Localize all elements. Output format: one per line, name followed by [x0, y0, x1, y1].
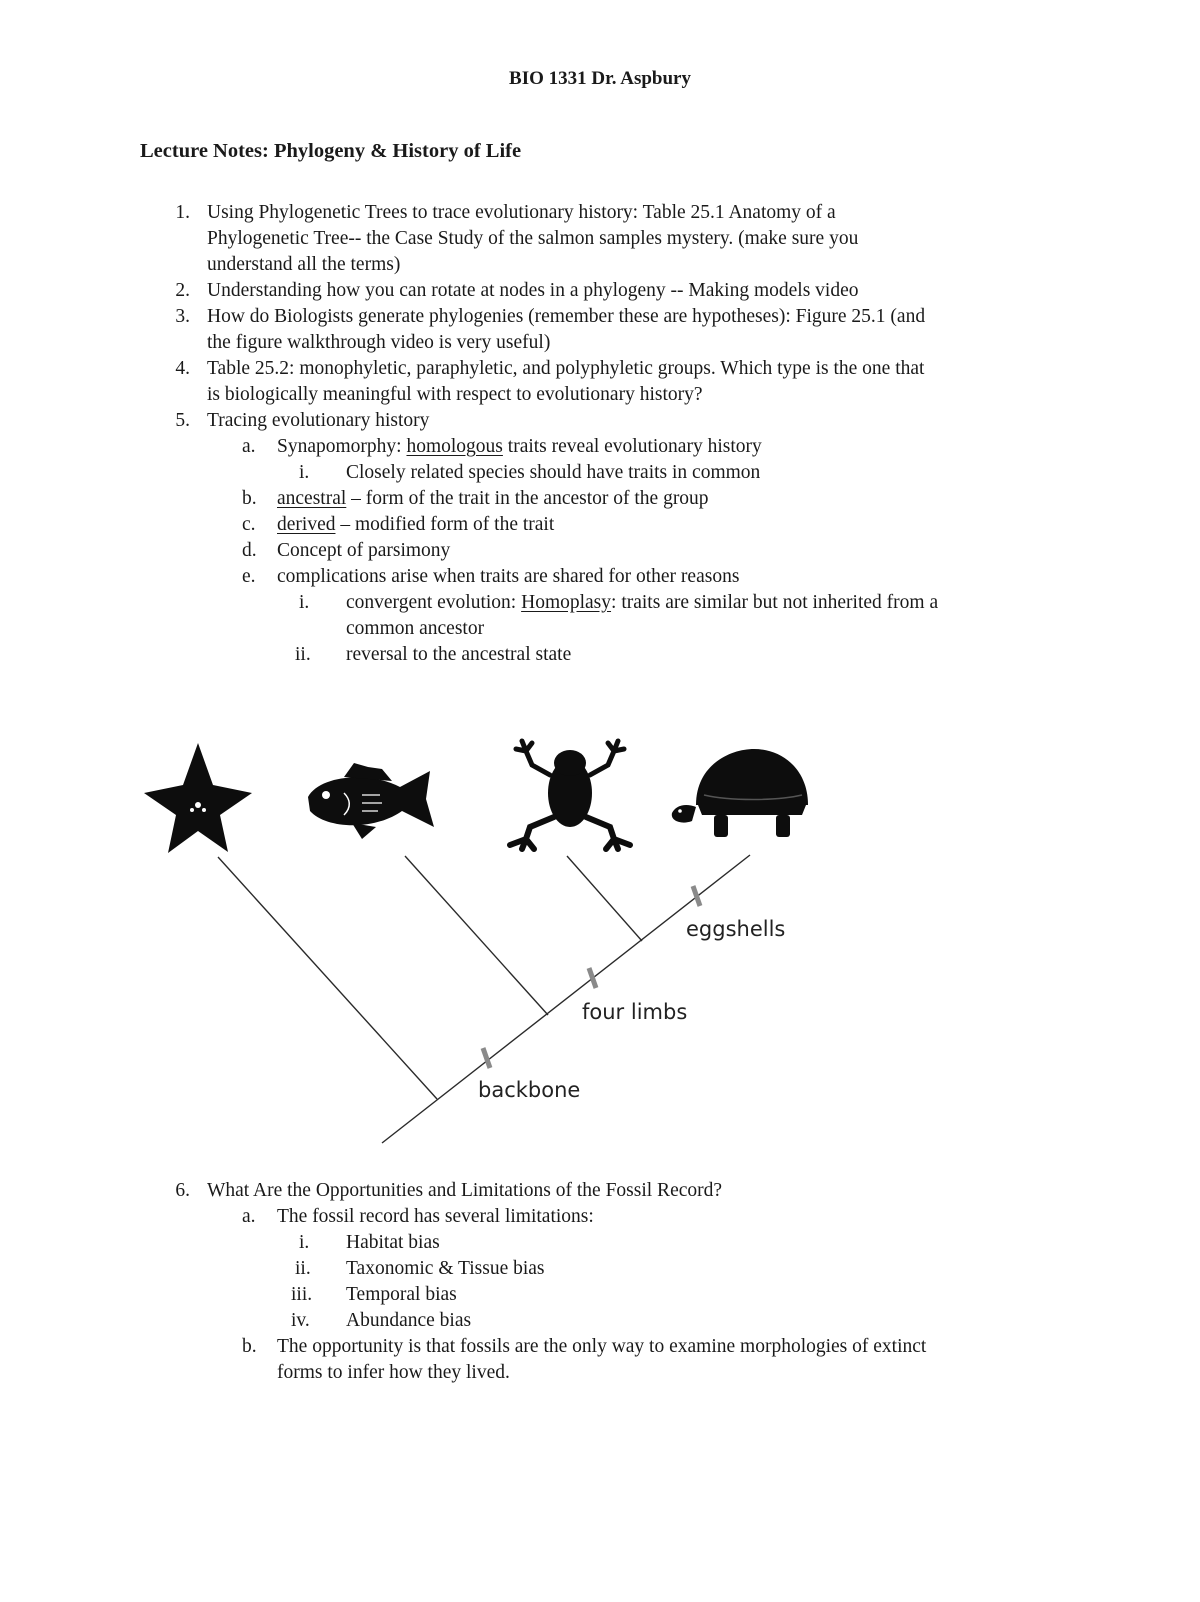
tick-four-limbs	[589, 968, 596, 988]
subsub-marker: i.	[299, 1232, 310, 1253]
list-text: What Are the Opportunities and Limitations of the Fossil Record?	[207, 1180, 723, 1201]
subsub-item-homoplasy	[346, 590, 938, 616]
sub-text: complications arise when traits are shared for other reasons	[277, 566, 740, 587]
term-ancestral: ancestral	[277, 488, 347, 509]
subsub-marker: i.	[299, 592, 310, 613]
sub-text: Concept of parsimony	[277, 540, 451, 561]
subsub-text: Taxonomic & Tissue bias	[346, 1258, 545, 1279]
subsub-text: Abundance bias	[346, 1310, 472, 1331]
subsub-marker: iii.	[291, 1284, 313, 1305]
list-text: Table 25.2: monophyletic, paraphyletic, and polyphyletic groups. Which type is the one that	[207, 358, 925, 379]
sub-marker: b.	[242, 1336, 257, 1357]
tick-backbone	[483, 1048, 490, 1068]
subsub-text: Closely related species should have traits in common	[346, 462, 761, 483]
list-text: is biologically meaningful with respect to evolutionary history?	[207, 384, 703, 405]
sub-item-derived	[277, 512, 554, 538]
branch-fish	[405, 856, 548, 1015]
subsub-marker: ii.	[295, 644, 311, 665]
tick-eggshells	[693, 886, 700, 906]
list-number: 5.	[175, 410, 190, 431]
trait-ticks	[483, 886, 700, 1068]
sub-marker: a.	[242, 436, 256, 457]
list-text: Understanding how you can rotate at nodes in a phylogeny -- Making models video	[207, 280, 859, 301]
list-number: 6.	[175, 1180, 190, 1201]
page-title: Lecture Notes: Phylogeny & History of Life	[140, 140, 522, 162]
branch-frog	[567, 856, 642, 941]
term-homoplasy: Homoplasy	[521, 592, 612, 613]
subsub-marker: i.	[299, 462, 310, 483]
sub-marker: e.	[242, 566, 256, 587]
starfish-icon	[144, 743, 252, 853]
sub-text: forms to infer how they lived.	[277, 1362, 510, 1383]
trait-label-four-limbs: four limbs	[582, 1000, 688, 1024]
list-text: Phylogenetic Tree-- the Case Study of the salmon samples mystery. (make sure you	[207, 228, 859, 249]
trait-label-backbone: backbone	[478, 1078, 581, 1102]
sub-marker: c.	[242, 514, 256, 535]
sub-text: The opportunity is that fossils are the only way to examine morphologies of extinct	[277, 1336, 927, 1357]
term-homologous: homologous	[406, 436, 503, 457]
subsub-text: : traits are similar but not inherited from a	[611, 592, 939, 613]
turtle-icon	[672, 749, 808, 837]
subsub-text: Temporal bias	[346, 1284, 457, 1305]
sub-text: Synapomorphy:	[277, 436, 407, 457]
list-text: understand all the terms)	[207, 254, 401, 275]
trait-label-eggshells: eggshells	[686, 917, 786, 941]
sub-text: traits reveal evolutionary history	[502, 436, 762, 457]
sub-marker: a.	[242, 1206, 256, 1227]
list-number: 3.	[175, 306, 190, 327]
list-text: Tracing evolutionary history	[207, 410, 430, 431]
list-number: 4.	[175, 358, 190, 379]
sub-text: – form of the trait in the ancestor of the group	[346, 488, 709, 509]
branch-starfish	[218, 857, 437, 1099]
subsub-text: common ancestor	[346, 618, 485, 639]
subsub-marker: iv.	[291, 1310, 310, 1331]
list-text: Using Phylogenetic Trees to trace evolutionary history: Table 25.1 Anatomy of a	[207, 202, 836, 223]
list-text: the figure walkthrough video is very useful)	[207, 332, 551, 353]
sub-item-synapomorphy	[277, 434, 762, 460]
sub-marker: d.	[242, 540, 257, 561]
subsub-text: reversal to the ancestral state	[346, 644, 572, 665]
fish-icon	[308, 763, 434, 839]
page-header: BIO 1331 Dr. Aspbury	[509, 68, 691, 89]
list-number: 1.	[175, 202, 190, 223]
list-text: How do Biologists generate phylogenies (remember these are hypotheses): Figure 25.1 (and	[207, 306, 926, 327]
list-number: 2.	[175, 280, 190, 301]
subsub-marker: ii.	[295, 1258, 311, 1279]
term-derived: derived	[277, 514, 336, 535]
sub-item-ancestral	[277, 486, 709, 512]
subsub-text: convergent evolution:	[346, 592, 522, 613]
sub-text: – modified form of the trait	[335, 514, 555, 535]
subsub-text: Habitat bias	[346, 1232, 440, 1253]
sub-text: The fossil record has several limitations:	[277, 1206, 594, 1227]
phylogeny-figure	[130, 735, 830, 1155]
sub-marker: b.	[242, 488, 257, 509]
frog-icon	[510, 741, 630, 849]
